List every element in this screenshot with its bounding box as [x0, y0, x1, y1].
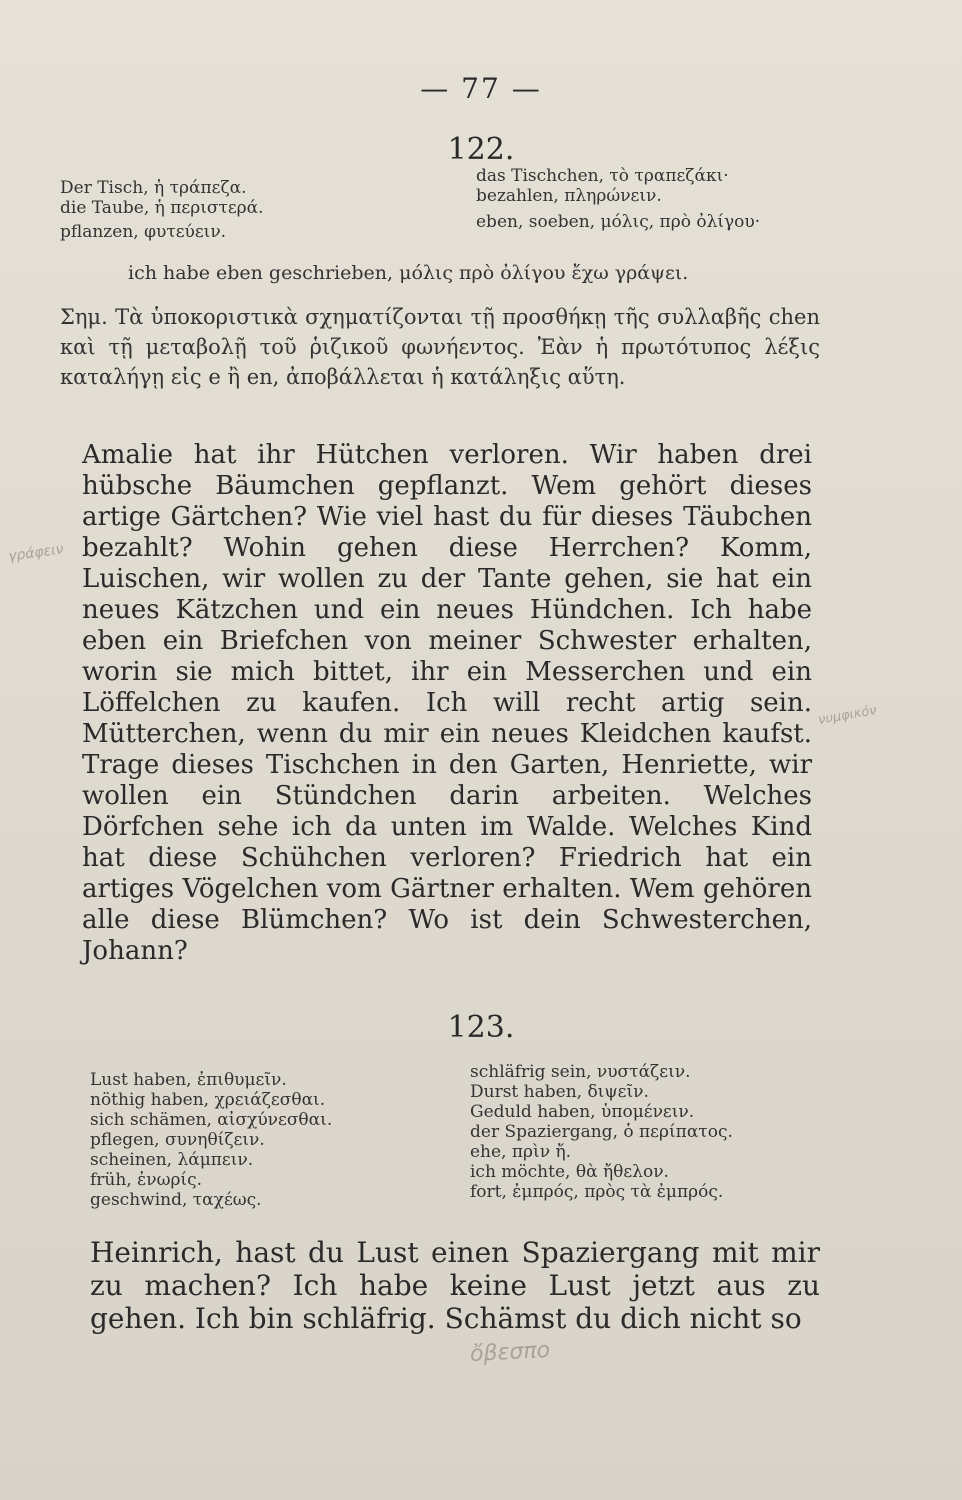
- vocab-list-123-left: [90, 1070, 332, 1210]
- vocab-example: ich habe eben geschrieben, μόλις πρὸ ὀλίγου ἔχω γράψει.: [128, 262, 689, 284]
- vocab-item: geschwind, ταχέως.: [90, 1190, 262, 1210]
- vocab-item: sich schämen, αἰσχύνεσθαι.: [90, 1110, 333, 1130]
- pencil-note-bottom: ὄβεσπο: [469, 1337, 551, 1368]
- vocab-item: Geduld haben, ὑπομένειν.: [470, 1102, 695, 1122]
- vocab-item: Der Tisch, ἡ τράπεζα.: [60, 178, 247, 198]
- exercise-text-122: Amalie hat ihr Hütchen verloren. Wir haben drei hübsche Bäumchen gepflanzt. Wem gehört dieses artige Gärtchen? Wie viel hast du für dieses Täubchen bezahlt? Wohin gehen diese Herrchen? Komm, Luischen, wir wollen zu der Tante gehen, sie hat ein neues Kätzchen und ein neues Hündchen. Ich habe eben ein Briefchen von meiner Schwester erhalten, worin sie mich bittet, ihr ein Messerchen und ein Löffelchen zu kaufen. Ich will recht artig sein. Mütterchen, wenn du mir ein neues Kleidchen kaufst. Trage dieses Tischchen in den Garten, Henriette, wir wollen ein Stündchen darin arbeiten. Welches Dörfchen sehe ich da unten im Walde. Welches Kind hat diese Schühchen verloren? Friedrich hat ein artiges Vögelchen vom Gärtner erhalten. Wem gehören alle diese Blümchen? Wo ist dein Schwesterchen, Johann?: [82, 440, 812, 966]
- vocab-item: der Spaziergang, ὁ περίπατος.: [470, 1122, 733, 1142]
- grammar-note: Σημ. Τὰ ὑποκοριστικὰ σχηματίζονται τῇ προσθήκῃ τῆς συλλαβῆς chen καὶ τῇ μεταβολῇ τοῦ ῥιζικοῦ φωνήεντος. Ἐὰν ἡ πρωτότυπος λέξις καταλήγῃ εἰς e ἢ en, ἀποβάλλεται ἡ κατάληξις αὕτη.: [60, 305, 820, 389]
- pencil-note-left: γράφειν: [7, 541, 65, 565]
- vocab-item: früh, ἐνωρίς.: [90, 1170, 203, 1190]
- vocab-item: ehe, πρὶν ἤ.: [470, 1142, 572, 1162]
- vocab-item: Durst haben, διψεῖν.: [470, 1082, 649, 1102]
- vocab-item: ich möchte, θὰ ἤθελον.: [470, 1162, 669, 1182]
- section-title-123: 123.: [447, 1010, 515, 1045]
- vocab-item: schläfrig sein, νυστάζειν.: [470, 1062, 691, 1082]
- vocab-item: pflanzen, φυτεύειν.: [60, 222, 227, 242]
- page-number: — 77 —: [420, 72, 542, 105]
- vocab-item: pflegen, συνηθίζειν.: [90, 1130, 265, 1150]
- vocab-list-123-right: [470, 1062, 733, 1202]
- vocab-item: bezahlen, πληρώνειν.: [476, 186, 662, 206]
- vocab-item: Lust haben, ἐπιθυμεῖν.: [90, 1070, 287, 1090]
- vocab-item: fort, ἐμπρός, πρὸς τὰ ἐμπρός.: [470, 1182, 724, 1202]
- exercise-text-123: Heinrich, hast du Lust einen Spaziergang mit mir zu machen? Ich habe keine Lust jetzt aus zu gehen. Ich bin schläfrig. Schämst du dich nicht so: [90, 1236, 820, 1335]
- vocab-item: die Taube, ἡ περιστερά.: [60, 198, 264, 218]
- vocab-list-122-right: [476, 166, 760, 232]
- pencil-note-right: νυμφικόν: [817, 702, 878, 729]
- vocab-list-122-left: [60, 178, 264, 242]
- vocab-item: scheinen, λάμπειν.: [90, 1150, 254, 1170]
- vocab-item: nöthig haben, χρειάζεσθαι.: [90, 1090, 326, 1110]
- vocab-item: eben, soeben, μόλις, πρὸ ὀλίγου·: [476, 212, 761, 232]
- section-title-122: 122.: [447, 132, 515, 167]
- vocab-item: das Tischchen, τὸ τραπεζάκι·: [476, 166, 729, 186]
